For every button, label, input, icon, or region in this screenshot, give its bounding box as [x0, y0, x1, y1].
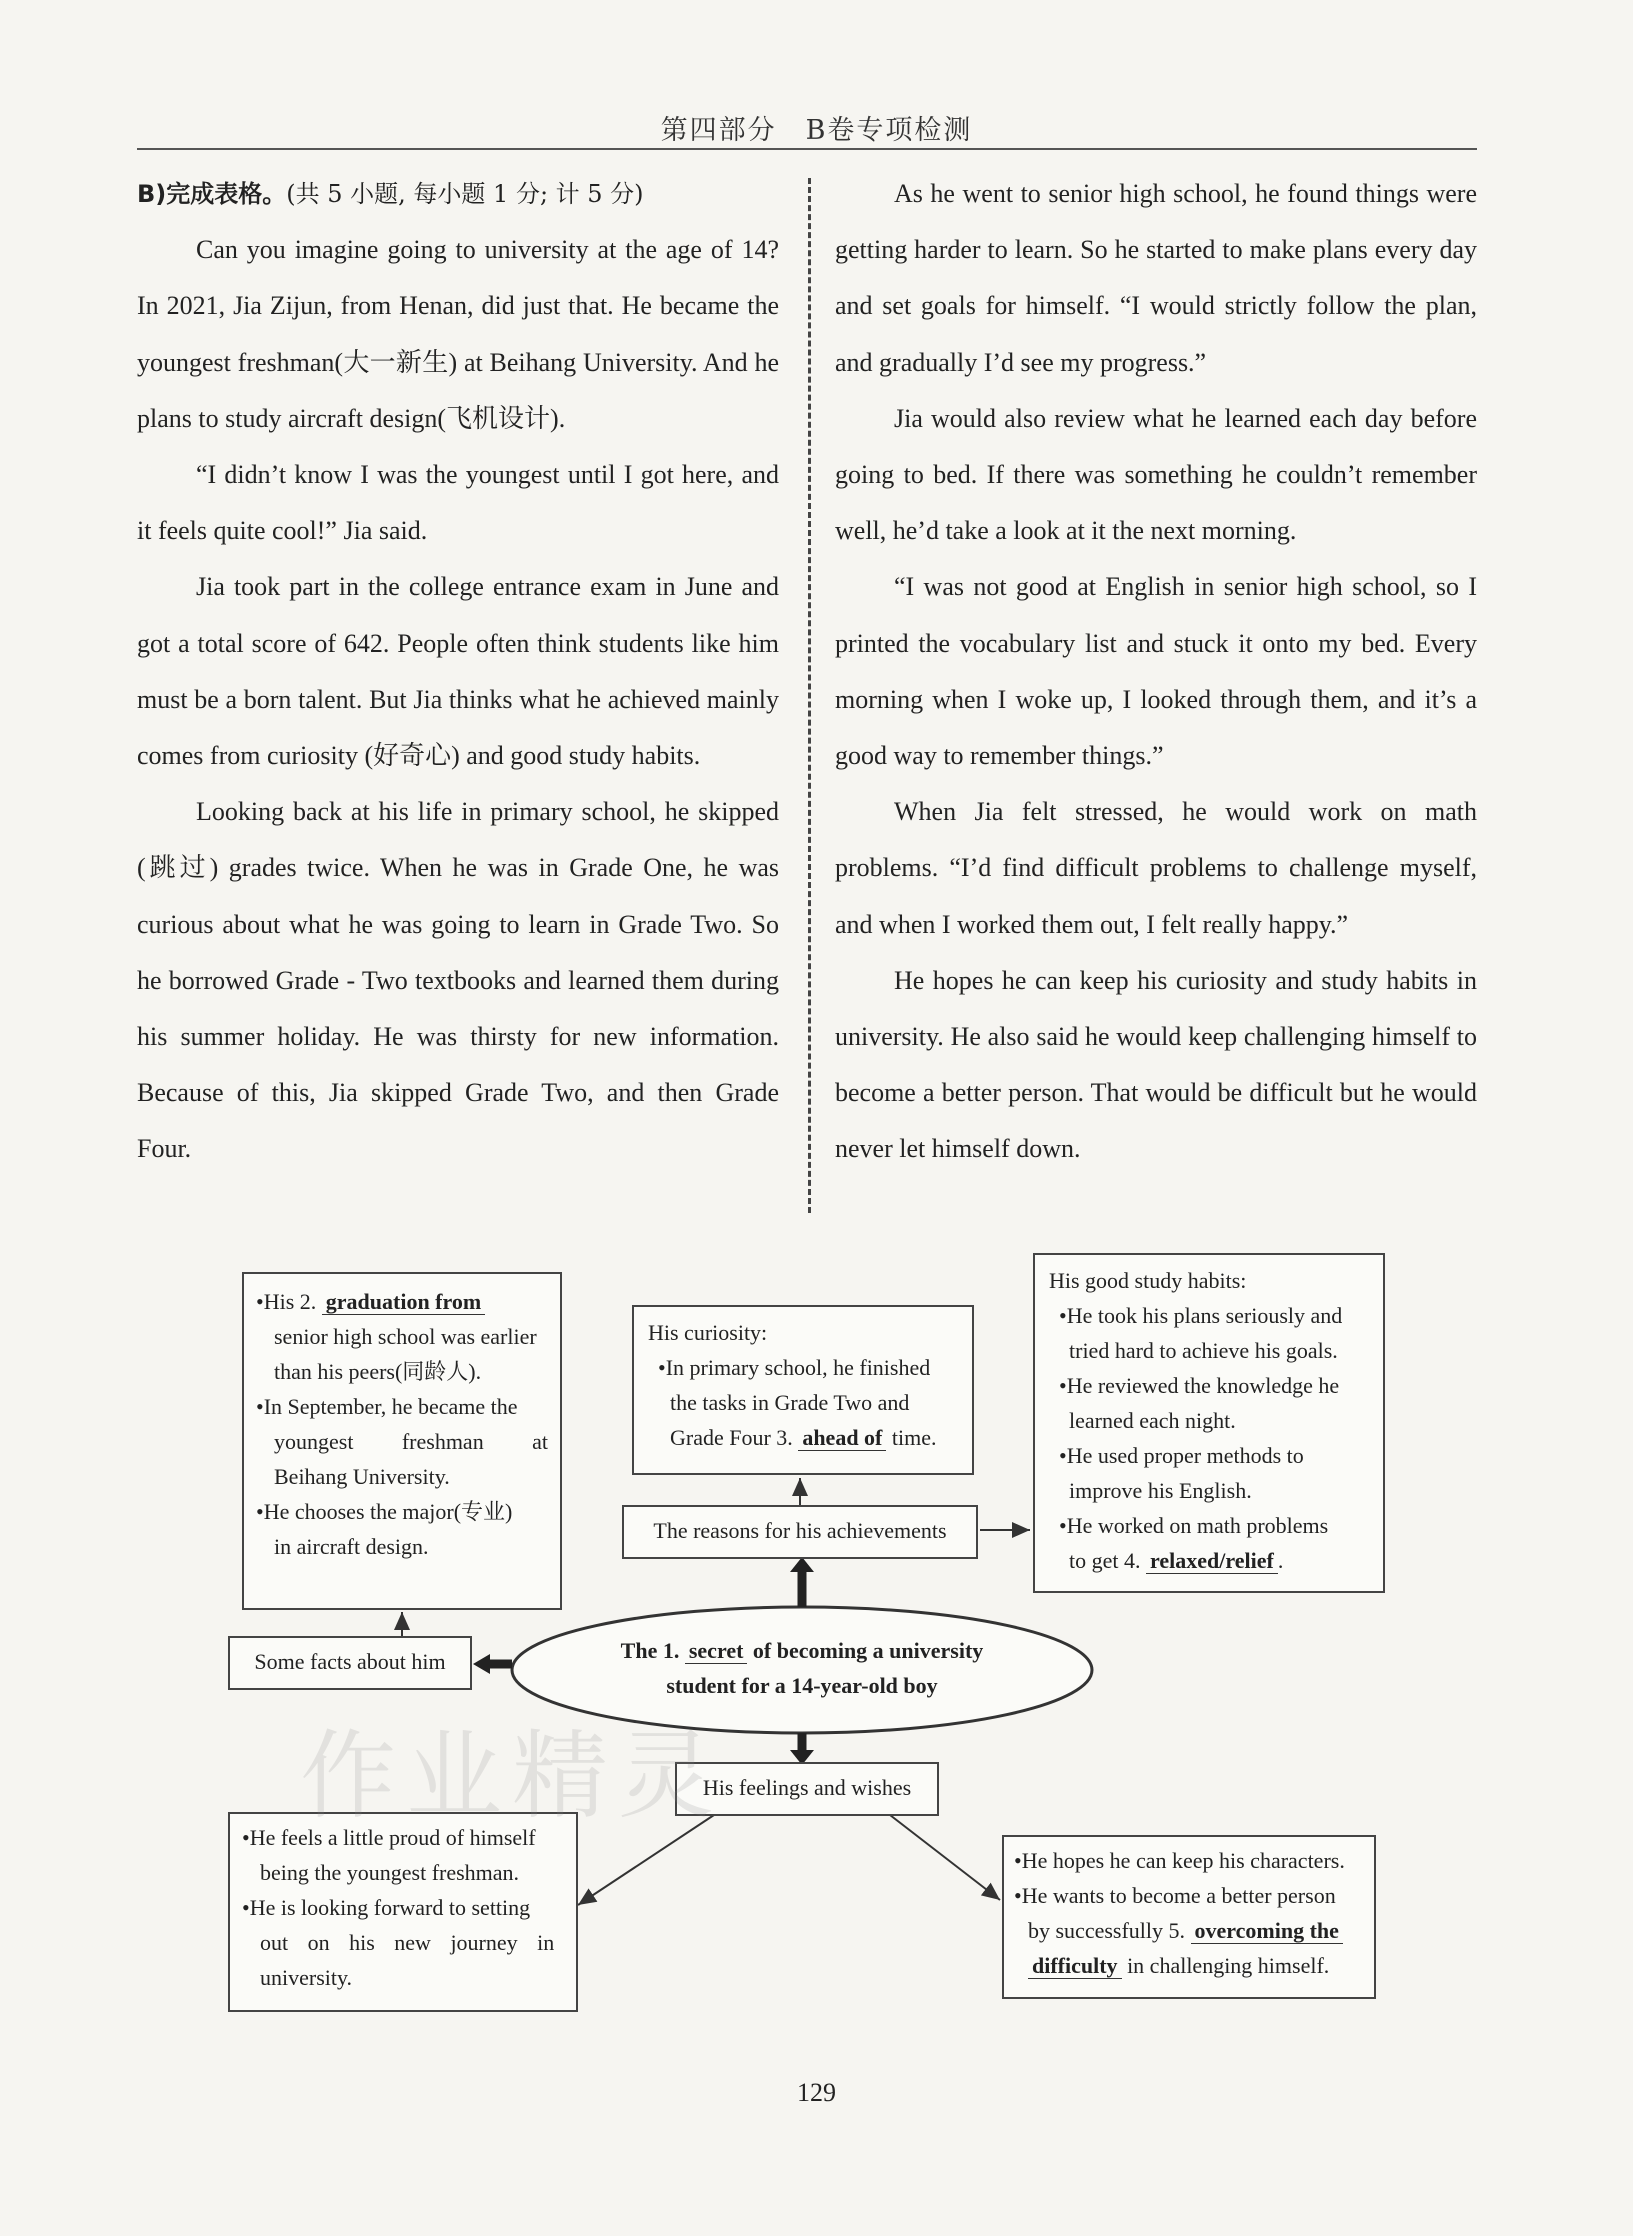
curiosity-title: His curiosity: — [648, 1320, 768, 1345]
answer-5-cont: difficulty — [1028, 1953, 1122, 1979]
curiosity-line: the tasks in Grade Two and — [670, 1390, 910, 1415]
feelings-box — [228, 1812, 578, 2012]
study-habits-box — [1033, 1253, 1385, 1593]
article-paragraph: When Jia felt stressed, he would work on math problems. “I’d find difficult problems to challenge myself, and when I worked them out, I felt really happy.” — [835, 797, 1477, 939]
wishes-l4-post: in challenging himself. — [1121, 1953, 1330, 1978]
wishes-line — [1014, 1948, 1364, 1983]
habits-line: •He took his plans seriously and — [1059, 1303, 1343, 1328]
curiosity-line: •In primary school, he finished — [658, 1355, 931, 1380]
watermark-text: 作业精灵 — [300, 1720, 724, 1832]
facts-line: senior high school was earlier — [274, 1324, 537, 1349]
article-paragraph: He hopes he can keep his curiosity and study habits in university. He also said he would keep challenging himself to become a better person. That would be difficult but he would never let himself down. — [835, 965, 1477, 1164]
answer-4: relaxed/relief — [1146, 1548, 1278, 1574]
center-post: of becoming a university — [747, 1638, 984, 1663]
habits-l8-pre: to get 4. — [1069, 1548, 1146, 1573]
page-header-title: 第四部分 B卷专项检测 — [660, 115, 973, 146]
article-paragraph: Jia took part in the college entrance exam in June and got a total score of 642. People often think students like him must be a born talent. But Jia thinks what he achieved mainly comes from curiosity (好奇心) and good study habits. — [137, 572, 779, 771]
habits-l8-post: . — [1277, 1548, 1284, 1573]
answer-3: ahead of — [798, 1425, 886, 1451]
facts-label-box: Some facts about him — [228, 1636, 472, 1690]
article-paragraph: As he went to senior high school, he found things were getting harder to learn. So he started to make plans every day and set goals for himself. “I would strictly follow the plan, and gradually I’d see my progress.” — [835, 179, 1477, 377]
wishes-line — [1014, 1913, 1364, 1948]
curiosity-l3-pre: Grade Four 3. — [670, 1425, 799, 1450]
curiosity-l3-post: time. — [886, 1425, 937, 1450]
wishes-box — [1002, 1835, 1376, 1999]
habits-line: •He worked on math problems — [1059, 1513, 1329, 1538]
habits-line: •He used proper methods to — [1059, 1443, 1304, 1468]
curiosity-line — [648, 1420, 958, 1455]
center-line2: student for a 14-year-old boy — [666, 1673, 938, 1698]
facts-box — [242, 1272, 562, 1610]
feelings-line: out on his new journey in — [260, 1930, 555, 1955]
answer-5: overcoming the — [1191, 1918, 1343, 1944]
wishes-line: •He wants to become a better person — [1014, 1883, 1336, 1908]
answer-1: secret — [685, 1638, 748, 1664]
facts-line: •In September, he became the — [256, 1394, 518, 1419]
reasons-label-box: The reasons for his achievements — [622, 1505, 978, 1559]
habits-line — [1049, 1543, 1369, 1578]
facts-line: in aircraft design. — [274, 1534, 429, 1559]
facts-line — [256, 1424, 548, 1459]
facts-word: at — [532, 1429, 548, 1454]
habits-line: improve his English. — [1069, 1478, 1252, 1503]
arrow-to-wishes-box — [890, 1815, 1000, 1900]
page-number: 129 — [797, 2078, 836, 2107]
facts-word: youngest — [274, 1429, 354, 1454]
curiosity-box — [632, 1305, 974, 1475]
feelings-line: university. — [260, 1965, 353, 1990]
article-paragraph: “I didn’t know I was the youngest until I got here, and it feels quite cool!” Jia said. — [137, 460, 779, 546]
facts-word: freshman — [401, 1429, 484, 1454]
center-pre: The 1. — [620, 1638, 685, 1663]
facts-l1-pre: •His 2. — [256, 1289, 322, 1314]
center-topic — [562, 1633, 1042, 1703]
answer-2: graduation from — [322, 1289, 485, 1315]
habits-line: •He reviewed the knowledge he — [1059, 1373, 1340, 1398]
facts-line: •He chooses the major(专业) — [256, 1499, 513, 1524]
article-paragraph: “I was not good at English in senior high school, so I printed the vocabulary list and stuck it onto my bed. Every morning when I woke up, I looked through them, and it’s a good way to remember things.” — [835, 572, 1477, 771]
facts-line — [256, 1284, 548, 1319]
facts-line: Beihang University. — [274, 1464, 450, 1489]
article-paragraph: Jia would also review what he learned each day before going to bed. If there was something he couldn’t remember well, he’d take a look at it the next morning. — [835, 403, 1477, 546]
facts-line: than his peers(同龄人). — [274, 1359, 482, 1384]
habits-line: tried hard to achieve his goals. — [1069, 1338, 1338, 1363]
article-paragraph: Looking back at his life in primary school, he skipped (跳过) grades twice. When he was in Grade One, he was curious about what he was going to learn in Grade Two. So he borrowed Grade - Two textbooks and learned them during his summer holiday. He was thirsty for new information. Because of this, Jia skipped Grade Two, and then Grade Four. — [137, 797, 779, 1164]
habits-title: His good study habits: — [1049, 1268, 1247, 1293]
article-paragraph: Can you imagine going to university at the age of 14? In 2021, Jia Zijun, from Henan, did just that. He became the youngest freshman(大一新生) at Beihang University. And he plans to study aircraft design(飞机设计). — [137, 235, 779, 433]
wishes-l3-pre: by successfully 5. — [1028, 1918, 1191, 1943]
feelings-line: •He is looking forward to setting — [242, 1895, 531, 1920]
feelings-line: being the youngest freshman. — [260, 1860, 520, 1885]
wishes-line: •He hopes he can keep his characters. — [1014, 1848, 1345, 1873]
section-heading: B)完成表格。 — [137, 180, 287, 208]
feelings-line: •He feels a little proud of himself — [242, 1825, 536, 1850]
habits-line: learned each night. — [1069, 1408, 1236, 1433]
feelings-label-box: His feelings and wishes — [675, 1762, 939, 1816]
section-note: (共 5 小题, 每小题 1 分; 计 5 分) — [286, 180, 644, 208]
